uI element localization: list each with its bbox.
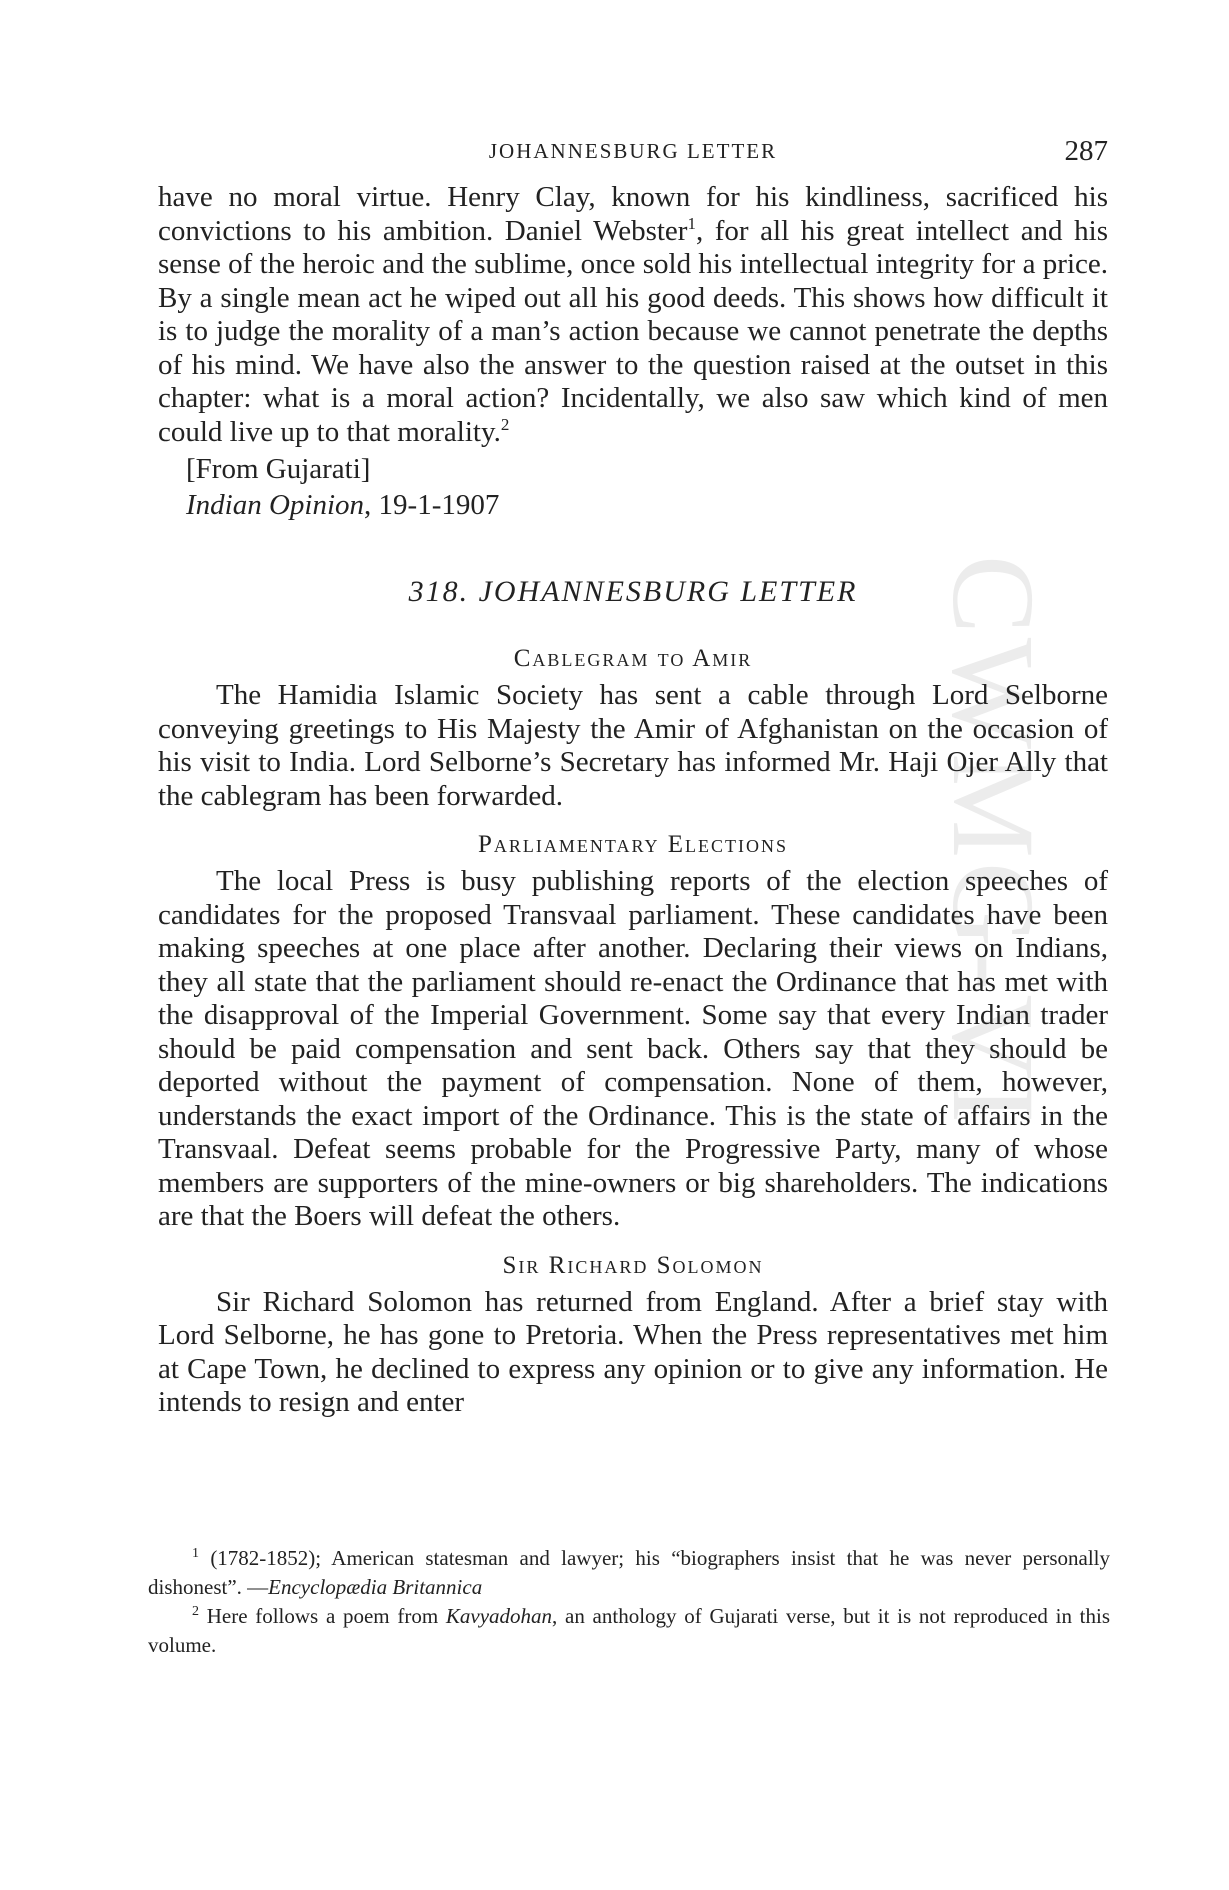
footnotes: [148, 1544, 1110, 1660]
running-title: JOHANNESBURG LETTER: [488, 139, 778, 163]
section-text-elections: The local Press is busy publishing reports of the election speeches of candidates for the proposed Transvaal parliament. These candidates have been making speeches at one place after another. Declaring their views on Indians, they all state that the parliament should re-enact the Ordinance that has met with the disapproval of the Imperial Government. Some say that every Indian trader should be paid compensation and sent back. Others say that they should be deported without the payment of compensation. None of them, however, understands the exact import of the Ordinance. This is the state of affairs in the Transvaal. Defeat seems probable for the Progressive Party, many of whose members are supporters of the mine-owners or big shareholders. The indications are that the Boers will defeat the others.: [158, 865, 1108, 1232]
footnote-ref-1: 1: [687, 213, 696, 233]
footnote-1-italic: Encyclopædia Britannica: [268, 1575, 483, 1599]
footnote-2-marker: 2: [192, 1604, 199, 1619]
page-number: 287: [1064, 135, 1108, 167]
footnote-1: [148, 1544, 1110, 1602]
citation: [186, 487, 1108, 523]
footnote-2: [148, 1602, 1110, 1660]
citation-title: Indian Opinion: [186, 489, 365, 521]
section-heading-cablegram: Cablegram to Amir: [513, 645, 753, 672]
carryover-paragraph: [158, 181, 1108, 449]
page-body: [158, 181, 1108, 1420]
carryover-text-part2: , for all his great intellect and his sense of the heroic and the sublime, once sold his intellectual integrity for a price. By a single mean act he wiped out all his good deeds. This shows how difficult it is to judge the morality of a man’s action because we cannot penetrate the depths of his mind. We have also the answer to the question raised at the outset in this chapter: what is a moral action? Incidentally, we also saw which kind of men could live up to that morality.: [158, 214, 1108, 448]
footnote-2-text-after: , an anthology of Gujarati verse, but it is not reproduced in this volume.: [148, 1604, 1110, 1657]
source-note: [From Gujarati]: [186, 453, 371, 485]
footnote-2-text-before: Here follows a poem from: [199, 1604, 446, 1628]
carryover-text-part1: have no moral virtue. Henry Clay, known for his kindliness, sacrificed his convictions to his ambition. Daniel Webster: [158, 181, 1108, 247]
footnote-1-text: (1782-1852); American statesman and lawyer; his “biographers insist that he was never personally dishonest”. —: [148, 1546, 1110, 1599]
watermark: CWMG-VI: [928, 555, 1059, 1128]
document-title: 318. JOHANNESBURG LETTER: [408, 575, 858, 608]
citation-date: , 19-1-1907: [364, 489, 500, 521]
section-text-cablegram: The Hamidia Islamic Society has sent a cable through Lord Selborne conveying greetings to His Majesty the Amir of Afghanistan on the occasion of his visit to India. Lord Selborne’s Secretary has informed Mr. Haji Ojer Ally that the cablegram has been forwarded.: [158, 679, 1108, 812]
section-heading-elections: Parliamentary Elections: [478, 831, 788, 858]
section-text-solomon: Sir Richard Solomon has returned from England. After a brief stay with Lord Selborne, he has gone to Pretoria. When the Press representatives met him at Cape Town, he declined to express any opinion or to give any information. He intends to resign and enter: [158, 1285, 1108, 1418]
footnote-2-italic: Kavyadohan: [445, 1604, 553, 1628]
footnote-ref-2: 2: [500, 414, 510, 434]
footnote-1-marker: 1: [192, 1546, 199, 1561]
section-heading-solomon: Sir Richard Solomon: [502, 1251, 764, 1279]
running-head: [158, 135, 1108, 169]
